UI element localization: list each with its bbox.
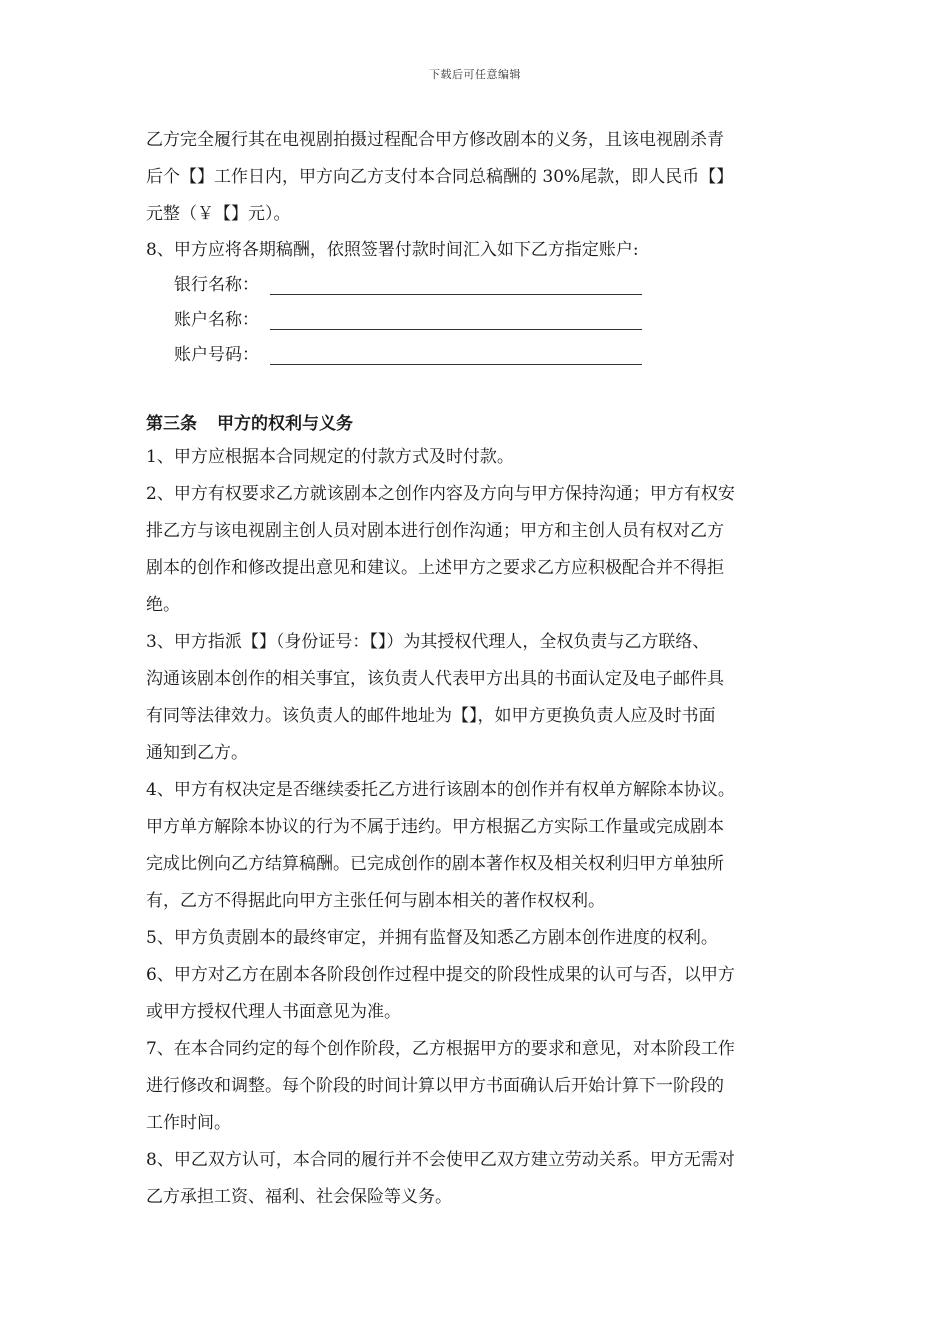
bank-name-field xyxy=(146,268,810,303)
text-line: 后个【】工作日内，甲方向乙方支付本合同总稿酬的 30%尾款，即人民币【】 xyxy=(146,167,734,187)
text-line: 绝。 xyxy=(146,595,180,615)
section-number: 第三条 xyxy=(146,414,197,434)
list-item xyxy=(146,1142,810,1216)
text-line: 进行修改和调整。每个阶段的时间计算以甲方书面确认后开始计算下一阶段的 xyxy=(146,1076,724,1096)
text-line: 有同等法律效力。该负责人的邮件地址为【】，如甲方更换负责人应及时书面 xyxy=(146,706,716,726)
section-3-items xyxy=(146,439,810,1216)
document-body xyxy=(146,122,810,1216)
list-item xyxy=(146,439,810,476)
field-label: 银行名称： xyxy=(174,275,259,295)
text-line: 乙方完全履行其在电视剧拍摄过程配合甲方修改剧本的义务，且该电视剧杀青 xyxy=(146,130,724,150)
blank-underline xyxy=(270,329,642,330)
list-item xyxy=(146,476,810,624)
blank-underline xyxy=(270,294,642,295)
blank-underline xyxy=(270,364,642,365)
text-line: 7、在本合同约定的每个创作阶段，乙方根据甲方的要求和意见，对本阶段工作 xyxy=(146,1039,735,1059)
text-line: 甲方单方解除本协议的行为不属于违约。甲方根据乙方实际工作量或完成剧本 xyxy=(146,817,724,837)
list-item xyxy=(146,772,810,920)
section-title xyxy=(146,409,810,439)
text-line: 排乙方与该电视剧主创人员对剧本进行创作沟通；甲方和主创人员有权对乙方 xyxy=(146,521,724,541)
list-item xyxy=(146,957,810,1031)
text-line: 通知到乙方。 xyxy=(146,743,248,763)
list-item xyxy=(146,920,810,957)
text-line: 完成比例向乙方结算稿酬。已完成创作的剧本著作权及相关权利归甲方单独所 xyxy=(146,854,724,874)
text-line: 6、甲方对乙方在剧本各阶段创作过程中提交的阶段性成果的认可与否，以甲方 xyxy=(146,965,735,985)
text-line: 4、甲方有权决定是否继续委托乙方进行该剧本的创作并有权单方解除本协议。 xyxy=(146,780,735,800)
clause-text: 8、甲方应将各期稿酬，依照签署付款时间汇入如下乙方指定账户: xyxy=(146,240,639,260)
text-line: 有，乙方不得据此向甲方主张任何与剧本相关的著作权权利。 xyxy=(146,891,605,911)
text-line: 3、甲方指派【】（身份证号：【】）为其授权代理人，全权负责与乙方联络、 xyxy=(146,632,710,652)
text-line: 剧本的创作和修改提出意见和建议。上述甲方之要求乙方应积极配合并不得拒 xyxy=(146,558,724,578)
page-header: 下载后可任意编辑 xyxy=(429,68,521,81)
text-line: 元整（￥【】元）。 xyxy=(146,204,291,224)
section-heading: 甲方的权利与义务 xyxy=(217,414,353,434)
text-line: 5、甲方负责剧本的最终审定，并拥有监督及知悉乙方剧本创作进度的权利。 xyxy=(146,928,718,948)
text-line: 1、甲方应根据本合同规定的付款方式及时付款。 xyxy=(146,447,514,467)
text-line: 8、甲乙双方认可，本合同的履行并不会使甲乙双方建立劳动关系。甲方无需对 xyxy=(146,1150,735,1170)
text-line: 乙方承担工资、福利、社会保险等义务。 xyxy=(146,1187,452,1207)
list-item xyxy=(146,624,810,772)
field-label: 账户号码： xyxy=(174,345,259,365)
clause-8-payment-account xyxy=(146,233,810,373)
account-name-field xyxy=(146,303,810,338)
text-line: 工作时间。 xyxy=(146,1113,231,1133)
field-label: 账户名称： xyxy=(174,310,259,330)
list-item xyxy=(146,1031,810,1142)
text-line: 沟通该剧本创作的相关事宜，该负责人代表甲方出具的书面认定及电子邮件具 xyxy=(146,669,724,689)
intro-paragraph xyxy=(146,122,810,233)
account-number-field xyxy=(146,338,810,373)
text-line: 2、甲方有权要求乙方就该剧本之创作内容及方向与甲方保持沟通；甲方有权安 xyxy=(146,484,735,504)
text-line: 或甲方授权代理人书面意见为准。 xyxy=(146,1002,401,1022)
